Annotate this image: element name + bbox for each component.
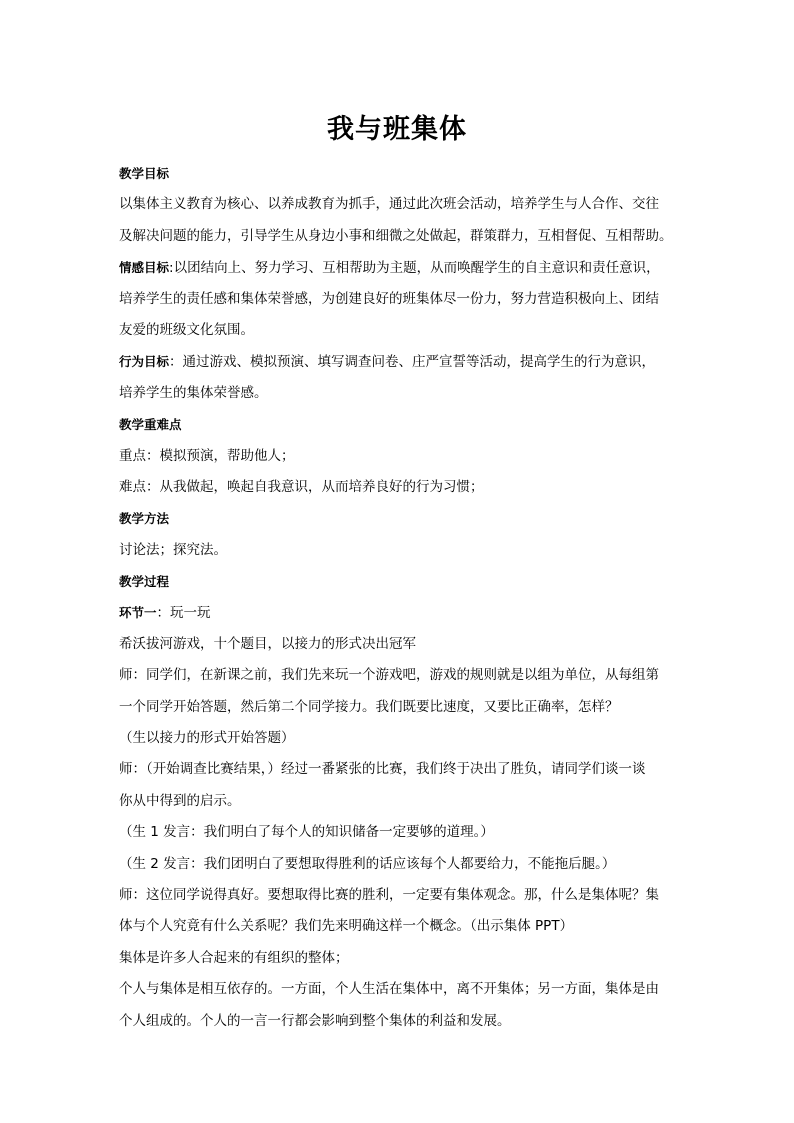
inline-text: :以团结向上、努力学习、互相帮助为主题，从而唤醒学生的自主意识和责任意识， bbox=[169, 260, 660, 277]
section-heading: 教学目标 bbox=[119, 166, 170, 181]
paragraph-line: 培养学生的集体荣誉感。 bbox=[119, 384, 268, 401]
labeled-paragraph-line bbox=[119, 346, 684, 377]
inline-label: 行为目标 bbox=[119, 354, 170, 370]
paragraph-line: 师：同学们，在新课之前，我们先来玩一个游戏吧，游戏的规则就是以组为单位，从每组第 bbox=[119, 667, 659, 684]
paragraph-line: 以集体主义教育为核心、以养成教育为抓手，通过此次班会活动，培养学生与人合作、交往 bbox=[119, 196, 659, 213]
section-heading: 教学过程 bbox=[119, 574, 170, 590]
labeled-paragraph-line bbox=[119, 252, 684, 283]
paragraph-line: 体与个人究竟有什么关系呢？我们先来明确这样一个概念。（出示集体 PPT） bbox=[119, 918, 574, 935]
paragraph-line: 讨论法；探究法。 bbox=[119, 541, 227, 558]
paragraph-line: 重点：模拟预演，帮助他人； bbox=[119, 447, 295, 464]
paragraph-line: （生以接力的形式开始答题） bbox=[119, 730, 295, 747]
inline-label: 环节一 bbox=[119, 605, 157, 621]
paragraph-line: （生 1 发言：我们明白了每个人的知识储备一定要够的道理。） bbox=[119, 824, 494, 841]
paragraph-line: 师：这位同学说得真好。要想取得比赛的胜利，一定要有集体观念。那，什么是集体呢？集 bbox=[119, 886, 659, 903]
paragraph-line: 一个同学开始答题，然后第二个同学接力。我们既要比速度，又要比正确率，怎样？ bbox=[119, 698, 619, 715]
paragraph-line: 及解决问题的能力，引导学生从身边小事和细微之处做起，群策群力，互相督促、互相帮助。 bbox=[119, 227, 673, 244]
document-body bbox=[119, 158, 684, 1037]
paragraph-line: 个人组成的。个人的一言一行都会影响到整个集体的利益和发展。 bbox=[119, 1012, 511, 1029]
section-heading: 教学方法 bbox=[119, 511, 170, 527]
paragraph-line: （生 2 发言：我们团明白了要想取得胜利的话应该每个人都要给力，不能拖后腿。） bbox=[119, 855, 616, 872]
section-heading: 教学重难点 bbox=[119, 417, 182, 433]
document-title: 我与班集体 bbox=[327, 114, 467, 145]
paragraph-line: 友爱的班级文化氛围。 bbox=[119, 321, 254, 338]
paragraph-line: 师：（开始调查比赛结果，）经过一番紧张的比赛，我们终于决出了胜负，请同学们谈一谈 bbox=[119, 761, 646, 778]
paragraph-line: 培养学生的责任感和集体荣誉感，为创建良好的班集体尽一份力，努力营造积极向上、团结 bbox=[119, 290, 659, 307]
paragraph-line: 你从中得到的启示。 bbox=[119, 792, 241, 809]
labeled-paragraph-line bbox=[119, 597, 684, 628]
inline-text: ：通过游戏、模拟预演、填写调查问卷、庄严宣誓等活动，提高学生的行为意识， bbox=[169, 354, 656, 371]
inline-text: ：玩一玩 bbox=[156, 605, 211, 622]
paragraph-line: 希沃拔河游戏，十个题目，以接力的形式决出冠军 bbox=[119, 635, 416, 652]
paragraph-line: 集体是许多人合起来的有组织的整体； bbox=[119, 949, 349, 966]
paragraph-line: 难点：从我做起，唤起自我意识，从而培养良好的行为习惯； bbox=[119, 478, 484, 495]
inline-label: 情感目标 bbox=[119, 260, 170, 276]
paragraph-line: 个人与集体是相互依存的。一方面，个人生活在集体中，离不开集体；另一方面，集体是由 bbox=[119, 981, 659, 998]
